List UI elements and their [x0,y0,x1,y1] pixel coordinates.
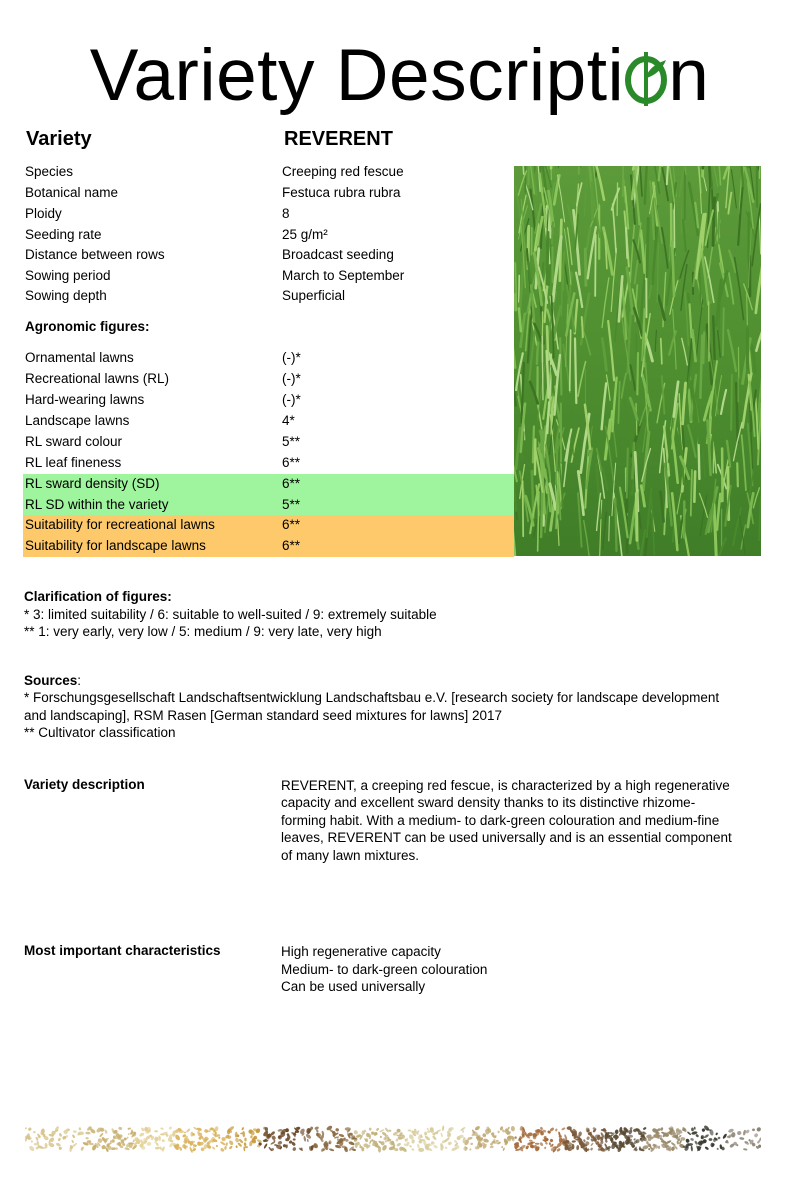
seed-grain [658,1146,660,1149]
seed-grain [305,1133,312,1140]
seed-grain [380,1135,383,1138]
table-row [23,453,514,474]
seed-grain [503,1147,506,1151]
description-line: leaves, REVERENT can be used universally and is an essential component [281,830,732,845]
seed-grain [717,1136,721,1139]
seed-grain [529,1139,533,1142]
grass-blade [636,493,637,540]
seed-grain [71,1139,74,1143]
clarification-heading: Clarification of figures: [24,589,172,604]
grass-blade [609,516,610,541]
seed-grain [335,1128,339,1132]
table-row [23,369,514,390]
seed-grain [221,1137,226,1142]
seed-grain [444,1146,447,1149]
seed-grain [186,1128,191,1133]
grass-blade [737,463,738,486]
seed-grain [58,1146,62,1150]
description-line: capacity and excellent sward density thanks to its distinctive rhizome- [281,795,696,810]
seed-grain [535,1143,540,1145]
grass-photo [514,166,761,556]
grass-photo-image [514,166,761,556]
seed-grain [590,1147,594,1151]
seed-grain [739,1137,744,1140]
seed-grain [55,1142,61,1147]
seed-grain [141,1127,145,1132]
row-label: Hard-wearing lawns [25,392,145,407]
seed-grain [561,1127,566,1131]
seed-grain [715,1132,718,1135]
seed-grain [490,1146,494,1148]
seed-grain [244,1138,246,1142]
grass-blade [627,448,628,497]
row-value: (-)* [282,392,301,407]
seed-grain [408,1129,412,1131]
seed-grain [399,1147,403,1151]
seed-grain [287,1133,290,1136]
spec-label: Sowing period [25,268,111,283]
seed-grain [549,1138,553,1142]
seed-grain [469,1148,471,1151]
table-row-highlight-orange [23,536,514,557]
spec-label: Sowing depth [25,288,107,303]
row-label: Suitability for landscape lawns [25,538,206,554]
seed-grain [704,1146,709,1150]
leaf-logo-icon [624,46,668,106]
seed-grain [85,1137,88,1140]
agronomic-heading: Agronomic figures: [25,319,150,334]
seed-grain [28,1145,35,1152]
seed-grain [235,1145,238,1148]
seed-grain [193,1144,198,1147]
spec-value: 8 [282,206,290,221]
spec-value: Festuca rubra rubra [282,185,401,200]
spec-value: Superficial [282,288,346,303]
grass-blade [747,294,748,325]
seed-grain [220,1147,225,1152]
seed-grain [244,1142,247,1146]
title-text: Variety Descripti [89,35,625,116]
seed-grain [121,1139,124,1143]
seed-grain [615,1129,619,1134]
spec-value: 25 g/m² [282,227,328,242]
seed-grain [756,1126,761,1132]
description-line: REVERENT, a creeping red fescue, is characterized by a high regenerative [281,778,730,793]
grass-blade [760,166,761,178]
variety-label: Variety [26,128,92,150]
description-line: forming habit. With a medium- to dark-green colouration and medium-fine [281,813,720,828]
seed-grain [139,1132,145,1137]
seed-grain [168,1126,172,1130]
description-heading: Variety description [24,777,145,792]
seed-grain [752,1128,755,1131]
seed-grain [25,1127,27,1129]
row-label: Landscape lawns [25,413,130,428]
seed-grain [329,1148,335,1152]
seed-grain [694,1140,698,1145]
seed-grain [643,1127,647,1131]
seed-grain [381,1144,387,1151]
row-label: RL sward density (SD) [25,476,160,491]
seed-grain [685,1138,690,1143]
seed-grain [501,1146,504,1149]
seed-grain [220,1141,226,1146]
seed-grain [743,1148,748,1151]
characteristics-heading: Most important characteristics [24,943,221,958]
grass-blade [575,338,576,403]
seed-grain [743,1129,747,1135]
spec-value: March to September [282,268,405,283]
table-row [23,411,514,432]
table-row-highlight-green [23,474,514,495]
seed-grain [447,1141,452,1146]
row-value: 6** [282,517,301,533]
row-label: RL sward colour [25,434,123,449]
characteristic-item: Can be used universally [281,979,426,994]
seed-grain [470,1142,473,1145]
clarification-line: * 3: limited suitability / 6: suitable to well-suited / 9: extremely suitable [24,607,437,622]
seed-grain [224,1146,227,1150]
seed-grain [605,1139,608,1143]
seed-grain [525,1145,529,1150]
seed-grain [556,1148,561,1153]
seed-grain [690,1138,694,1142]
spec-label: Ploidy [25,206,62,221]
table-row [23,432,514,453]
seed-grain [72,1134,76,1138]
seed-grain [73,1130,77,1133]
seed-grain [196,1127,202,1131]
page-title [0,36,799,116]
spec-value: Creeping red fescue [282,164,404,179]
seed-grain [160,1127,164,1130]
seed-grain [110,1140,112,1144]
seed-grain [629,1127,633,1131]
seed-grain [250,1135,253,1139]
seed-grain [59,1133,63,1138]
seed-grain [426,1127,429,1130]
seed-grain [146,1142,151,1147]
seed-grain [229,1145,233,1149]
seed-grain [753,1133,758,1138]
seed-grain [440,1132,443,1137]
grass-blade [533,427,534,463]
clarification-line: ** 1: very early, very low / 5: medium / 9: very late, very high [24,624,382,639]
seed-grain [674,1146,678,1150]
seed-grain [442,1125,445,1131]
row-value: 4* [282,413,295,428]
seed-grain [113,1135,116,1139]
seed-grain [338,1133,344,1137]
seed-grain [409,1145,412,1148]
seed-grain [384,1127,389,1133]
seed-grain [277,1140,282,1145]
seed-grain [292,1147,296,1152]
seed-grain [225,1142,228,1146]
seed-grain [28,1127,33,1131]
seed-grain [115,1147,118,1150]
seed-grain [549,1142,551,1145]
seed-grain [583,1139,586,1142]
seed-grain [716,1148,719,1151]
seed-grain [78,1127,81,1130]
seed-grain [263,1143,268,1149]
seed-grain [353,1129,359,1135]
seed-grain [303,1136,306,1142]
seed-grain [497,1130,501,1134]
seed-grain [695,1134,699,1138]
seed-grain [544,1146,547,1149]
seed-grain [33,1131,36,1134]
grass-blade [723,308,724,355]
seed-grain [234,1137,239,1143]
grass-blade [552,222,553,244]
grass-blade [547,233,548,285]
grass-blade [560,338,561,394]
seed-grain [613,1135,619,1140]
seed-grain [433,1144,438,1149]
grass-blade [731,375,732,430]
spec-label: Species [25,164,74,179]
seed-grain [710,1143,714,1148]
grass-blade [537,343,538,364]
seed-grain [376,1127,380,1131]
grass-blade [626,228,627,258]
spec-label: Botanical name [25,185,119,200]
seed-grain [241,1127,244,1131]
seed-grain [396,1142,401,1147]
seed-grain [271,1135,276,1141]
seed-grain [590,1142,594,1146]
table-row-highlight-orange [23,515,514,536]
sources-line: * Forschungsgesellschaft Landschaftsentwicklung Landschaftsbau e.V. [research society for landscape development [24,690,720,705]
seed-grain [687,1131,692,1136]
seed-grain [161,1139,165,1143]
grass-blade [647,218,648,276]
row-value: 5** [282,496,301,512]
seed-grain [127,1133,130,1136]
table-row-highlight-green [23,495,514,516]
seed-grain [99,1132,104,1137]
variety-name: REVERENT [284,128,393,150]
seed-grain [722,1133,727,1139]
grass-blade [623,166,624,196]
grass-blade [523,481,524,536]
spec-label: Distance between rows [25,247,165,262]
sources-heading-wrap [24,672,81,690]
seed-grain [111,1147,116,1150]
grass-blade [615,499,616,551]
sources-line: and landscaping], RSM Rasen [German standard seed mixtures for lawns] 2017 [24,708,502,723]
seed-grain [242,1131,245,1138]
grass-blade [728,467,729,519]
spec-value: Broadcast seeding [282,247,394,262]
seed-grain [446,1132,452,1138]
seed-grain [124,1147,130,1151]
seed-grain [411,1148,414,1151]
grass-blade [709,166,710,186]
seed-grain [703,1134,709,1139]
spec-label: Seeding rate [25,227,102,242]
seed-grain [511,1126,516,1132]
seed-grain [572,1140,576,1143]
seed-grain [691,1128,694,1132]
seed-grain [36,1140,39,1147]
seed-grain [648,1148,651,1151]
seed-grain [731,1132,736,1138]
seed-grain [204,1128,209,1133]
seed-grain [118,1127,122,1131]
seed-grain [80,1146,84,1151]
seed-grain [736,1130,742,1135]
sources-heading: Sources [24,673,78,688]
row-value: 6** [282,455,301,470]
seed-grain [293,1138,296,1141]
grass-blade [541,493,542,537]
grass-blade [713,316,714,359]
seed-grain [111,1139,114,1143]
title-text-tail: n [668,35,710,116]
grass-blade [632,443,634,479]
seed-grain [190,1132,193,1137]
grass-blade [691,470,692,516]
seed-grain [299,1128,306,1135]
seed-grain [228,1140,234,1146]
seed-grain [474,1125,480,1131]
row-value: (-)* [282,350,301,365]
seed-grain [31,1140,33,1143]
seed-grain [154,1130,158,1132]
seed-grain [586,1136,590,1141]
sources-line: ** Cultivator classification [24,725,176,740]
sources-colon: : [77,673,82,688]
row-value: (-)* [282,371,301,386]
seed-grain [85,1132,90,1135]
seed-grain [539,1142,543,1147]
seed-grain [709,1138,713,1141]
seed-grain [57,1137,61,1141]
seed-grain [104,1129,108,1134]
grass-blade [637,353,638,395]
seed-grain [545,1142,548,1146]
seed-grain [411,1139,415,1144]
row-label: Ornamental lawns [25,350,134,365]
grass-blade [703,332,704,363]
seed-grain [101,1145,106,1150]
row-label: RL leaf fineness [25,455,122,470]
seed-grain [369,1127,372,1130]
table-row [23,348,514,369]
seed-strip-image [25,1124,761,1154]
row-label: Recreational lawns (RL) [25,371,170,386]
grass-blade [694,471,695,501]
grass-blade [528,166,529,184]
seed-grain [418,1148,424,1152]
row-label: RL SD within the variety [25,496,169,512]
seed-grain [78,1131,84,1135]
seed-grain [154,1136,159,1141]
seed-grain [424,1132,427,1136]
grass-blade [582,317,583,337]
description-line: of many lawn mixtures. [281,848,420,863]
grass-blade [713,198,714,246]
grass-blade [542,336,543,399]
grass-blade [585,249,586,285]
row-value: 6** [282,476,301,491]
seed-grain [215,1145,218,1148]
seed-grain [671,1142,677,1147]
seed-grain [694,1127,696,1130]
table-row [23,390,514,411]
row-label: Suitability for recreational lawns [25,517,215,533]
seed-grain [417,1144,421,1149]
seed-strip-graphic [25,1124,761,1154]
seed-grain [307,1139,309,1142]
seed-grain [160,1133,165,1135]
characteristic-item: High regenerative capacity [281,944,441,959]
seed-grain [184,1131,187,1133]
grass-blade [661,339,662,364]
row-value: 6** [282,538,301,554]
row-value: 5** [282,434,301,449]
seed-grain [444,1137,450,1143]
grass-blade [570,330,571,390]
characteristic-item: Medium- to dark-green colouration [281,962,488,977]
seed-grain [555,1128,558,1132]
seed-grain [691,1146,694,1152]
seed-grain [212,1146,216,1150]
seed-grain [601,1129,607,1132]
seed-grain [576,1145,579,1150]
